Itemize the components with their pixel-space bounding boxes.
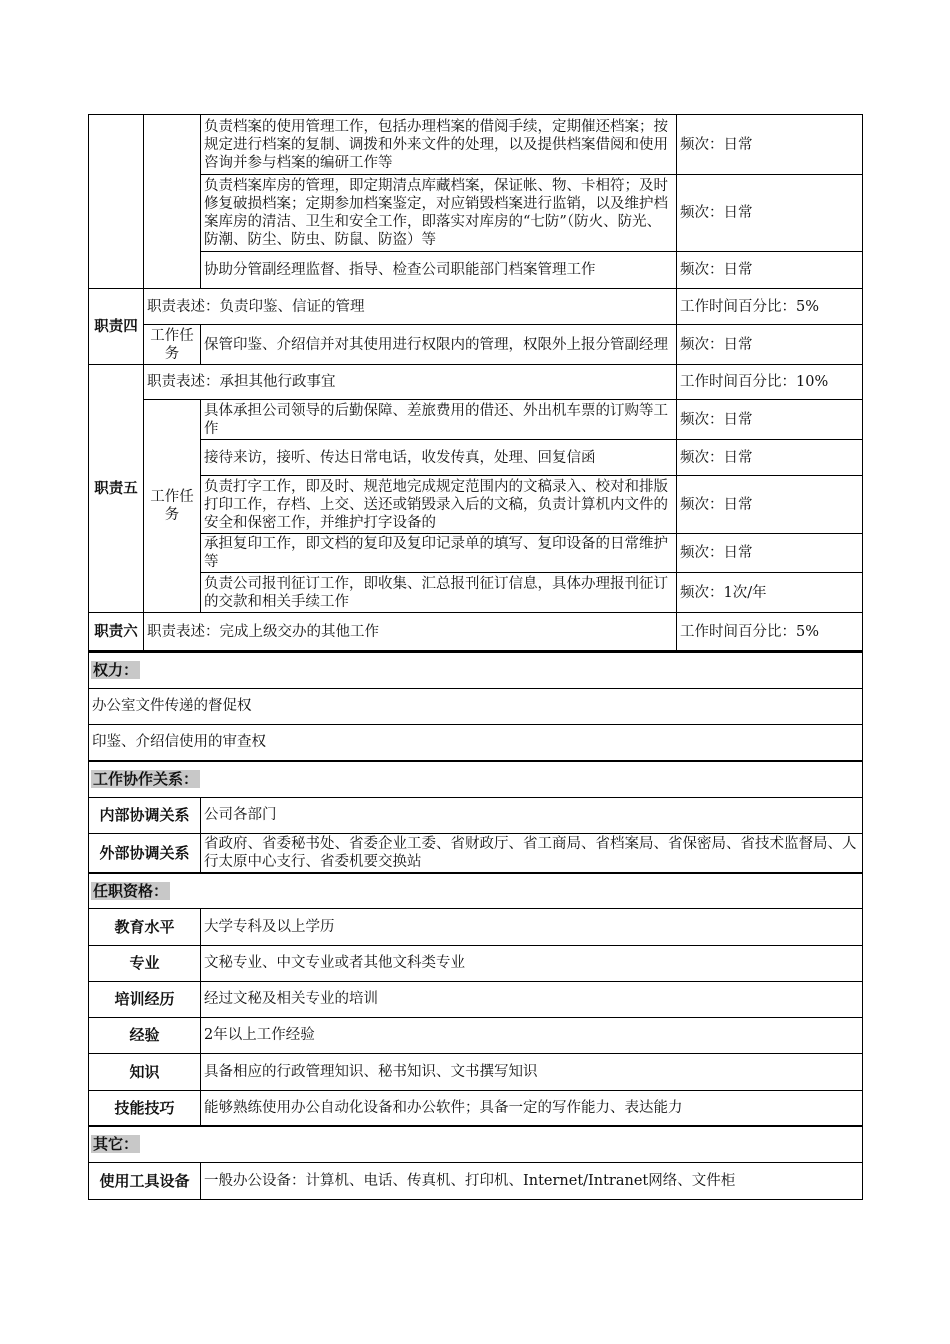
qualification-value: 具备相应的行政管理知识、秘书知识、文书撰写知识 [201,1053,863,1090]
qualification-value: 文秘专业、中文专业或者其他文科类专业 [201,945,863,981]
duty5-task-row [89,476,863,534]
qualification-row [89,1090,863,1126]
duty3-tasklabel-cell [144,115,201,289]
task-frequency: 频次：日常 [677,175,863,252]
qualification-row [89,908,863,945]
authority-title: 权力： [93,661,139,680]
qualification-row [89,1017,863,1053]
qualification-value: 大学专科及以上学历 [201,908,863,945]
duty6-label: 职责六 [89,613,144,651]
duty4-task-label: 工作任务 [144,325,201,365]
task-frequency: 频次：1次/年 [677,573,863,613]
tools-label: 使用工具设备 [89,1162,201,1199]
task-frequency: 频次：日常 [677,400,863,440]
duty3-label-cell [89,115,144,289]
qualification-label: 经验 [89,1017,201,1053]
duty5-percent: 工作时间百分比：10% [677,365,863,400]
qualification-label: 专业 [89,945,201,981]
duty3-task-row [89,115,863,175]
task-text: 具体承担公司领导的后勤保障、差旅费用的借还、外出机车票的订购等工作 [201,400,677,440]
qualification-value: 经过文秘及相关专业的培训 [201,981,863,1017]
duty6-row [89,613,863,651]
job-description-document [88,114,862,1200]
internal-relations-row [89,797,863,833]
authority-section-header [89,652,863,688]
tools-value: 一般办公设备：计算机、电话、传真机、打印机、Internet/Intranet网络、文件柜 [201,1162,863,1199]
duty5-label: 职责五 [89,365,144,613]
qualification-value: 能够熟练使用办公自动化设备和办公软件；具备一定的写作能力、表达能力 [201,1090,863,1126]
duties-table [88,114,863,651]
others-title: 其它： [93,1135,139,1154]
others-section-header [89,1126,863,1162]
duty5-description: 职责表述：承担其他行政事宜 [144,365,677,400]
relations-section-header [89,761,863,797]
duty5-task-row [89,573,863,613]
task-frequency: 频次：日常 [677,252,863,289]
duty5-task-row [89,440,863,476]
qualifications-title: 任职资格： [93,881,169,900]
authority-row [89,688,863,724]
task-text: 保管印鉴、介绍信并对其使用进行权限内的管理，权限外上报分管副经理 [201,325,677,365]
qualification-label: 技能技巧 [89,1090,201,1126]
task-frequency: 频次：日常 [677,325,863,365]
qualification-row [89,945,863,981]
internal-relations-label: 内部协调关系 [89,797,201,833]
external-relations-row [89,833,863,873]
qualification-label: 培训经历 [89,981,201,1017]
authority-row [89,724,863,761]
duty4-label: 职责四 [89,289,144,365]
task-text: 接待来访，接听、传达日常电话，收发传真，处理、回复信函 [201,440,677,476]
task-text: 负责打字工作，即及时、规范地完成规定范围内的文稿录入、校对和排版打印工作，存档、上交、送还或销毁录入后的文稿，负责计算机内文件的安全和保密工作，并维护打字设备的 [201,476,677,534]
authority-item: 办公室文件传递的督促权 [89,688,863,724]
details-table [88,651,863,1200]
qualifications-section-header [89,873,863,908]
qualification-row [89,981,863,1017]
duty6-percent: 工作时间百分比：5% [677,613,863,651]
task-text: 负责公司报刊征订工作，即收集、汇总报刊征订信息，具体办理报刊征订的交款和相关手续工作 [201,573,677,613]
duty4-percent: 工作时间百分比：5% [677,289,863,325]
tools-row [89,1162,863,1199]
relations-title: 工作协作关系： [93,770,199,789]
duty6-description: 职责表述：完成上级交办的其他工作 [144,613,677,651]
duty4-description: 职责表述：负责印鉴、信证的管理 [144,289,677,325]
duty4-desc-row [89,289,863,325]
qualification-label: 知识 [89,1053,201,1090]
external-relations-value: 省政府、省委秘书处、省委企业工委、省财政厅、省工商局、省档案局、省保密局、省技术监督局、人行太原中心支行、省委机要交换站 [201,833,863,873]
task-frequency: 频次：日常 [677,476,863,534]
qualification-row [89,1053,863,1090]
duty4-task-row [89,325,863,365]
task-frequency: 频次：日常 [677,534,863,573]
duty5-task-label: 工作任务 [144,400,201,613]
duty5-task-row [89,400,863,440]
task-text: 承担复印工作，即文档的复印及复印记录单的填写、复印设备的日常维护等 [201,534,677,573]
task-text: 负责档案库房的管理，即定期清点库藏档案，保证帐、物、卡相符；及时修复破损档案；定期参加档案鉴定，对应销毁档案进行监销，以及维护档案库房的清洁、卫生和安全工作，即落实对库房的“七防”（防火、防光、防潮、防尘、防虫、防鼠、防盗）等 [201,175,677,252]
task-frequency: 频次：日常 [677,115,863,175]
duty5-desc-row [89,365,863,400]
duty5-task-row [89,534,863,573]
internal-relations-value: 公司各部门 [201,797,863,833]
task-frequency: 频次：日常 [677,440,863,476]
task-text: 协助分管副经理监督、指导、检查公司职能部门档案管理工作 [201,252,677,289]
authority-item: 印鉴、介绍信使用的审查权 [89,724,863,761]
external-relations-label: 外部协调关系 [89,833,201,873]
duty3-task-row [89,175,863,252]
duty3-task-row [89,252,863,289]
task-text: 负责档案的使用管理工作，包括办理档案的借阅手续，定期催还档案；按规定进行档案的复制、调拨和外来文件的处理，以及提供档案借阅和使用咨询并参与档案的编研工作等 [201,115,677,175]
qualification-value: 2年以上工作经验 [201,1017,863,1053]
qualification-label: 教育水平 [89,908,201,945]
